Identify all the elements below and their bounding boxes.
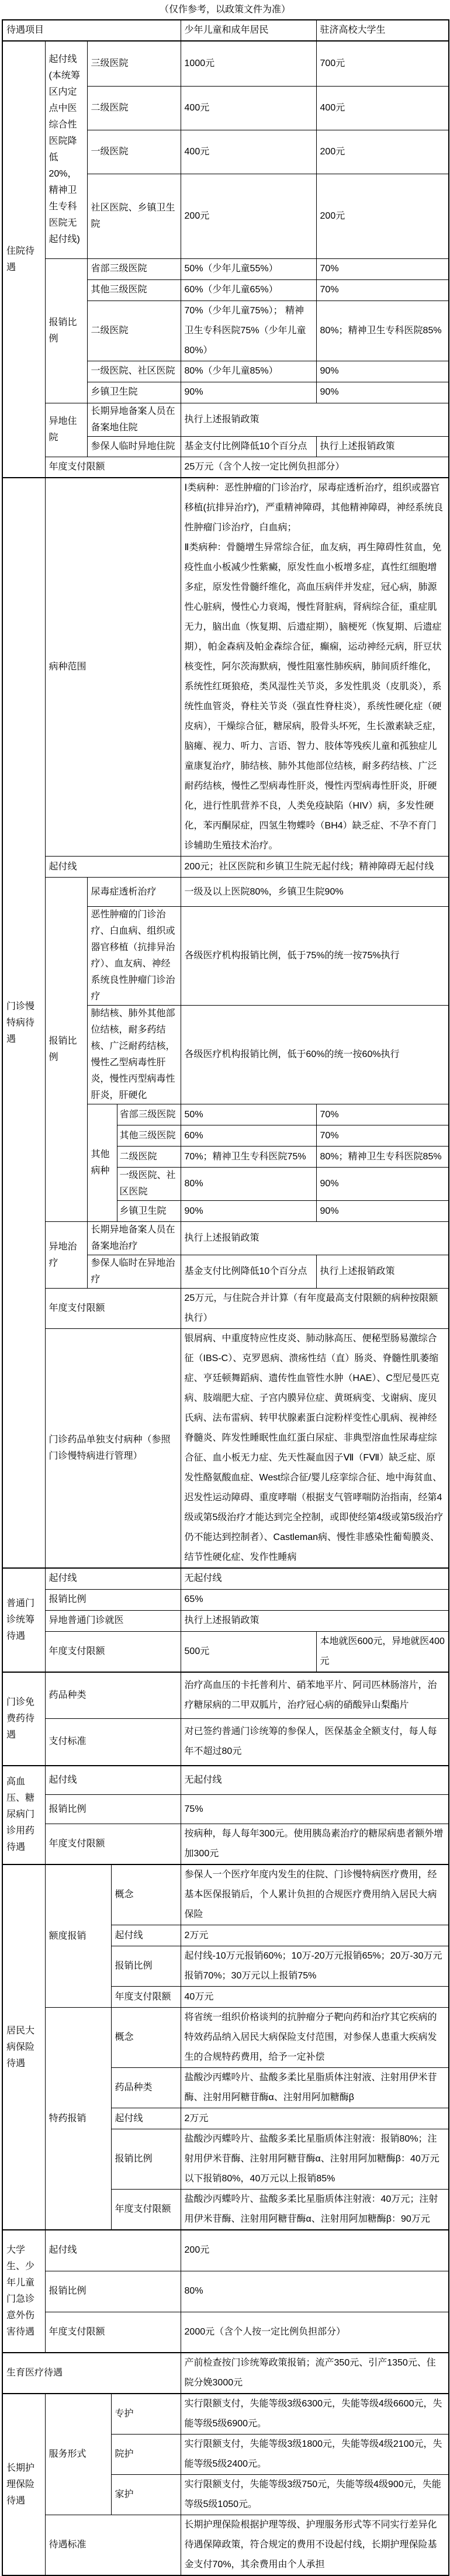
table-row (2, 1672, 449, 1719)
hospital-level: 乡镇卫生院 (87, 382, 181, 403)
care-type: 院护 (111, 2435, 181, 2475)
row-label-concept: 概念 (111, 2008, 181, 2068)
table-row (2, 1329, 449, 1569)
merged-value: 200元；社区医院和乡镇卫生院无起付线；精神障碍无起付线 (181, 857, 449, 878)
table-row (2, 1824, 449, 1865)
row-label-nonlocal-outpatient: 异地普通门诊就医 (45, 1610, 181, 1631)
row-label-annual-cap: 年度支付限额 (45, 457, 181, 478)
resident-value: 70%（少年儿童75%）； 精神卫生专科医院75%（少年儿童80%） (181, 301, 316, 361)
student-value: 90% (316, 1168, 449, 1201)
merged-value: 产前检查按门诊统筹政策报销；流产350元、引产1350元、住院分娩3000元 (181, 2353, 449, 2394)
table-row (2, 1795, 449, 1824)
merged-value: 2000元（含个人按一定比例负担部分） (181, 2312, 449, 2353)
student-value: 80%；精神卫生专科医院85% (316, 301, 449, 361)
section-label-major-illness: 居民大病保险待遇 (2, 1864, 45, 2230)
header-student: 驻济高校大学生 (316, 20, 449, 41)
table-row (2, 1589, 449, 1610)
row-label-annual-cap: 年度支付限额 (111, 2190, 181, 2230)
row-label-reimburse-ratio: 报销比例 (111, 1946, 181, 1987)
student-value: 执行上述报销政策 (316, 436, 449, 457)
merged-value: 75% (181, 1795, 449, 1824)
table-row (2, 478, 449, 857)
table-row (2, 2312, 449, 2353)
row-label-deductible: 起付线 (45, 1568, 181, 1589)
disease-group: 恶性肿瘤的门诊治疗、白血病、组织或器官移植（抗排异治疗）、血友病、神经系统良性肿瘤门诊治疗 (87, 907, 181, 1006)
section-label-accident-injury: 大学生、少年儿童门急诊意外伤害待遇 (2, 2230, 45, 2353)
table-row (2, 41, 449, 86)
row-label-drug-kinds: 药品种类 (45, 1672, 181, 1719)
merged-value: 参保人一个医疗年度内发生的住院、门诊慢特病医疗费用，经基本医保报销后，个人累计负担的合规医疗费用纳入居民大病保险 (181, 1864, 449, 1925)
row-label-annual-cap: 年度支付限额 (45, 1289, 181, 1329)
page-title: （仅作参考，以政策文件为准） (159, 5, 290, 15)
table-row (2, 1610, 449, 1631)
hospital-level: 省部三级医院 (117, 1104, 181, 1125)
hospital-level: 其他三级医院 (87, 279, 181, 301)
merged-value: 200元 (181, 2230, 449, 2271)
hospital-level: 三级医院 (87, 41, 181, 86)
merged-value: 实行限额支付，失能等级3级1800元，失能等级4级2100元，失能等级5级2400元。 (181, 2435, 449, 2475)
student-value: 70% (316, 1125, 449, 1147)
hospital-level: 二级医院 (117, 1147, 181, 1168)
row-label-benefit-standard: 待遇标准 (45, 2515, 181, 2576)
merged-value: 25万元，与住院合并计算（有年度最高支付限额的病种按限额执行） (181, 1289, 449, 1329)
merged-value: 各级医疗机构报销比例，低于60%的统一按60%执行 (181, 1006, 449, 1104)
row-label-quota-reimburse: 额度报销 (45, 1864, 111, 2008)
hospital-level: 一级医院、社区医院 (117, 1168, 181, 1201)
merged-value: 按病种，每人每年300元。使用胰岛素治疗的糖尿病患者额外增加300元 (181, 1824, 449, 1865)
header-resident: 少年儿童和成年居民 (181, 20, 316, 41)
resident-value: 90% (181, 382, 316, 403)
section-label-chronic-outpatient: 门诊慢特病待遇 (2, 478, 45, 1568)
table-row (2, 1568, 449, 1589)
nonlocal-case: 参保人临时在异地治疗 (87, 1255, 181, 1289)
table-row (2, 2008, 449, 2068)
merged-value: 执行上述报销政策 (181, 1222, 449, 1255)
student-value: 70% (316, 258, 449, 279)
resident-value: 基金支付比例降低10个百分点 (181, 1255, 316, 1289)
disease-class2: Ⅱ类病种：骨髓增生异常综合征，血友病，再生障碍性贫血，免疫性血小板减少性紫癜，原发性血小板增多症，真性红细胞增多症，原发性骨髓纤维化，高血压病伴并发症，冠心病，肺源性心脏病，慢性心力衰竭，慢性肾脏病，肾病综合征，重症肌无力，脑出血（恢复期、后遗症期），脑梗死（恢复期、后遗症期），帕金森病及帕金森综合征，癫痫，运动神经元病，肝豆状核变性，阿尔茨海默病，慢性阻塞性肺疾病，肺间质纤维化，系统性红斑狼疮，类风湿性关节炎，多发性肌炎（皮肌炎），系统性血管炎，脊柱关节炎（强直性脊柱炎），系统性硬化症（硬皮病），干燥综合征，糖尿病，股骨头坏死，生长激素缺乏症，脑瘫、视力、听力、言语、智力、肢体等残疾儿童和孤独症儿童康复治疗，肺结核、肺外其他部位结核，耐多药结核、广泛耐药结核，慢性乙型病毒性肝炎，慢性丙型病毒性肝炎，肝硬化，进行性肌营养不良，人类免疫缺陷（HIV）病，多发性硬化，苯丙酮尿症，四氢生物蝶呤（BH4）缺乏症、不孕不育门诊辅助生殖技术治疗。 (184, 543, 442, 851)
merged-value: 执行上述报销政策 (181, 1610, 449, 1631)
merged-value: 各级医疗机构报销比例，低于75%的统一按75%执行 (181, 907, 449, 1006)
row-label-deductible: 起付线 (45, 1766, 181, 1795)
row-label-deductible: 起付线 (111, 1925, 181, 1946)
merged-value: 一级及以上医院80%，乡镇卫生院90% (181, 878, 449, 907)
row-label-annual-cap: 年度支付限额 (45, 2312, 181, 2353)
student-value: 80%；精神卫生专科医院85% (316, 1147, 449, 1168)
resident-value: 基金支付比例降低10个百分点 (181, 436, 316, 457)
row-label-drug-kinds: 药品种类 (111, 2068, 181, 2108)
row-label-special-drug: 特药报销 (45, 2008, 111, 2230)
student-value: 700元 (316, 41, 449, 86)
hospital-level: 二级医院 (87, 86, 181, 130)
resident-value: 90% (181, 1201, 316, 1222)
row-label-concept: 概念 (111, 1864, 181, 1925)
row-label-other-diseases: 其他病种 (87, 1104, 117, 1222)
row-label-reimburse-ratio: 报销比例 (45, 878, 87, 1222)
resident-value: 60% (181, 1125, 316, 1147)
row-label-deductible: 起付线 (45, 2230, 181, 2271)
merged-value: 25万元（含个人按一定比例负担部分） (181, 457, 449, 478)
merged-value: 起付线-10万元报销60%；10万-20万元报销65%；20万-30万元报销70%；30万元以上报销75% (181, 1946, 449, 1987)
section-label-maternity: 生育医疗待遇 (2, 2353, 181, 2394)
resident-value: 400元 (181, 130, 316, 174)
student-value: 90% (316, 382, 449, 403)
resident-value: 60%（少年儿童65%） (181, 279, 316, 301)
table-row (2, 258, 449, 279)
row-label-deductible: 起付线 (111, 2108, 181, 2129)
merged-value: 治疗高血压的卡托普利片、硝苯地平片、阿司匹林肠溶片，治疗糖尿病的二甲双胍片，治疗冠心病的硝酸异山梨酯片 (181, 1672, 449, 1719)
row-label-reimburse-ratio: 报销比例 (45, 2271, 181, 2312)
resident-value: 50%（少年儿童55%） (181, 258, 316, 279)
disease-scope-text (181, 478, 449, 857)
table-row (2, 2230, 449, 2271)
row-label-annual-cap: 年度支付限额 (111, 1987, 181, 2008)
nonlocal-case: 长期异地备案人员在备案地住院 (87, 403, 181, 436)
student-value: 200元 (316, 130, 449, 174)
merged-value: 对已签约普通门诊统筹的参保人，医保基金全额支付，每人每年不超过80元 (181, 1719, 449, 1766)
resident-value: 50% (181, 1104, 316, 1125)
merged-value: 2万元 (181, 1925, 449, 1946)
row-label-nonlocal-hosp: 异地住院 (45, 403, 87, 457)
merged-value: 执行上述报销政策 (181, 403, 449, 436)
student-value: 执行上述报销政策 (316, 1255, 449, 1289)
table-row (2, 2394, 449, 2435)
table-row (2, 1864, 449, 1925)
student-value: 本地就医600元，异地就医400元 (316, 1631, 449, 1672)
hospital-level: 省部三级医院 (87, 258, 181, 279)
hospital-level: 其他三级医院 (117, 1125, 181, 1147)
section-label-htn-dm: 高血压、糖尿病门诊用药待遇 (2, 1766, 45, 1865)
hospital-level: 一级医院、社区医院 (87, 361, 181, 382)
merged-value: 80% (181, 2271, 449, 2312)
table-row (2, 457, 449, 478)
merged-value: 银屑病、中重度特应性皮炎、肺动脉高压、便秘型肠易激综合征（IBS-C）、克罗恩病、溃疡性结（直）肠炎、脊髓性肌萎缩症、亨廷顿舞蹈病、遗传性血管性水肿（HAE）、C型尼曼匹克病、肢端肥大症、子宫内膜异位症、黄斑病变、戈谢病、庞贝氏病、法布雷病、转甲状腺素蛋白淀粉样变性心肌病、视神经脊髓炎、阵发性睡眠性血红蛋白尿症、非典型溶血性尿毒症综合征、血小板无力症、先天性凝血因子Ⅶ（FⅦ）缺乏症、原发性酪氨酸血症、West综合征/婴儿痉挛综合征、地中海贫血、迟发性运动障碍、重度哮喘（根据支气管哮喘防治指南，经第4级或第5级治疗才能达到完全控制，或即使经第4级或第5级治疗仍不能达到控制者）、Castleman病、慢性非感染性葡萄膜炎、结节性硬化症、发作性睡病 (181, 1329, 449, 1569)
resident-value: 80%（少年儿童85%） (181, 361, 316, 382)
merged-value: 盐酸沙丙蝶呤片、盐酸多柔比星脂质体注射液：40万元；注射用伊米苷酶、注射用阿糖苷酶α、注射用阿加糖酶β：90万元 (181, 2190, 449, 2230)
table-row (2, 1719, 449, 1766)
merged-value: 65% (181, 1589, 449, 1610)
benefit-policy-table (2, 19, 449, 2576)
table-row (2, 2515, 449, 2576)
merged-value: 实行限额支付，失能等级3级750元，失能等级4级900元，失能等级5级1050元。 (181, 2475, 449, 2515)
row-label-reimburse-ratio: 报销比例 (111, 2129, 181, 2190)
row-label-disease-scope: 病种范围 (45, 478, 181, 857)
merged-value: 盐酸沙丙蝶呤片、盐酸多柔比星脂质体注射液、注射用伊米苷酶、注射用阿糖苷酶α、注射用阿加糖酶β (181, 2068, 449, 2108)
resident-value: 80% (181, 1168, 316, 1201)
merged-value: 盐酸沙丙蝶呤片、盐酸多柔比星脂质体注射液：报销80%；注射用伊米苷酶、注射用阿糖苷酶α、注射用阿加糖酶β：40万元以下报销80%，40万元以上报销85% (181, 2129, 449, 2190)
resident-value: 400元 (181, 86, 316, 130)
hospital-level: 一级医院 (87, 130, 181, 174)
student-value: 400元 (316, 86, 449, 130)
row-label-annual-cap: 年度支付限额 (45, 1631, 181, 1672)
merged-value: 实行限额支付，失能等级3级6300元，失能等级4级6600元，失能等级5级6900元。 (181, 2394, 449, 2435)
resident-value: 70%；精神卫生专科医院75% (181, 1147, 316, 1168)
row-label-deductible: 起付线(本统筹区内定点中医综合性医院降低20%，精神卫生专科医院无起付线) (45, 41, 87, 258)
row-label-deductible: 起付线 (45, 857, 181, 878)
disease-group: 尿毒症透析治疗 (87, 878, 181, 907)
table-row (2, 857, 449, 878)
table-row (2, 1766, 449, 1795)
student-value: 200元 (316, 174, 449, 258)
section-label-free-drugs: 门诊免费药待遇 (2, 1672, 45, 1766)
table-row (2, 1222, 449, 1255)
row-label-reimburse-ratio: 报销比例 (45, 1795, 181, 1824)
row-label-pay-standard: 支付标准 (45, 1719, 181, 1766)
hospital-level: 二级医院 (87, 301, 181, 361)
care-type: 专护 (111, 2394, 181, 2435)
nonlocal-case: 长期异地备案人员在备案地治疗 (87, 1222, 181, 1255)
student-value: 90% (316, 1201, 449, 1222)
section-label-long-term-care: 长期护理保险待遇 (2, 2394, 45, 2575)
row-label-reimburse-ratio: 报销比例 (45, 1589, 181, 1610)
merged-value: 2万元 (181, 2108, 449, 2129)
nonlocal-case: 参保人临时异地住院 (87, 436, 181, 457)
section-label-hospitalization: 住院待遇 (2, 41, 45, 478)
header-item: 待遇项目 (2, 20, 181, 41)
merged-value: 40万元 (181, 1987, 449, 2008)
table-header-row (2, 20, 449, 41)
resident-value: 200元 (181, 174, 316, 258)
table-row (2, 1631, 449, 1672)
table-row (2, 878, 449, 907)
merged-value: 将省统一组织价格谈判的抗肿瘤分子靶向药和治疗其它疾病的特效药品纳入居民大病保险支付范围，对参保人患重大疾病发生的合规特药费用，给予一定补偿 (181, 2008, 449, 2068)
section-label-general-outpatient: 普通门诊统筹待遇 (2, 1568, 45, 1672)
row-label-nonlocal-treatment: 异地治疗 (45, 1222, 87, 1289)
resident-value: 500元 (181, 1631, 316, 1672)
merged-value: 无起付线 (181, 1568, 449, 1589)
disease-group: 肺结核、肺外其他部位结核，耐多药结核、广泛耐药结核，慢性乙型病毒性肝炎，慢性丙型病毒性肝炎，肝硬化 (87, 1006, 181, 1104)
hospital-level: 乡镇卫生院 (117, 1201, 181, 1222)
row-label-annual-cap: 年度支付限额 (45, 1824, 181, 1865)
student-value: 90% (316, 361, 449, 382)
row-label-reimburse-ratio: 报销比例 (45, 258, 87, 403)
student-value: 70% (316, 279, 449, 301)
row-label-service-form: 服务形式 (45, 2394, 111, 2515)
table-row (2, 2353, 449, 2394)
merged-value: 无起付线 (181, 1766, 449, 1795)
table-row (2, 1289, 449, 1329)
table-row (2, 2271, 449, 2312)
resident-value: 1000元 (181, 41, 316, 86)
row-label-separate-pay-drugs: 门诊药品单独支付病种（参照门诊慢特病进行管理） (45, 1329, 181, 1569)
hospital-level: 社区医院、乡镇卫生院 (87, 174, 181, 258)
merged-value: 长期护理保险根据护理等级、护理服务形式等不同实行差异化待遇保障政策，符合规定的费用不设起付线，长期护理保险基金支付70%，其余费用由个人承担 (181, 2515, 449, 2576)
disease-class1: Ⅰ类病种：恶性肿瘤的门诊治疗，尿毒症透析治疗，组织或器官移植(抗排异治疗)，严重精神障碍，其他精神障碍，神经系统良性肿瘤门诊治疗，白血病； (184, 483, 444, 533)
student-value: 70% (316, 1104, 449, 1125)
care-type: 家护 (111, 2475, 181, 2515)
table-row (2, 403, 449, 436)
